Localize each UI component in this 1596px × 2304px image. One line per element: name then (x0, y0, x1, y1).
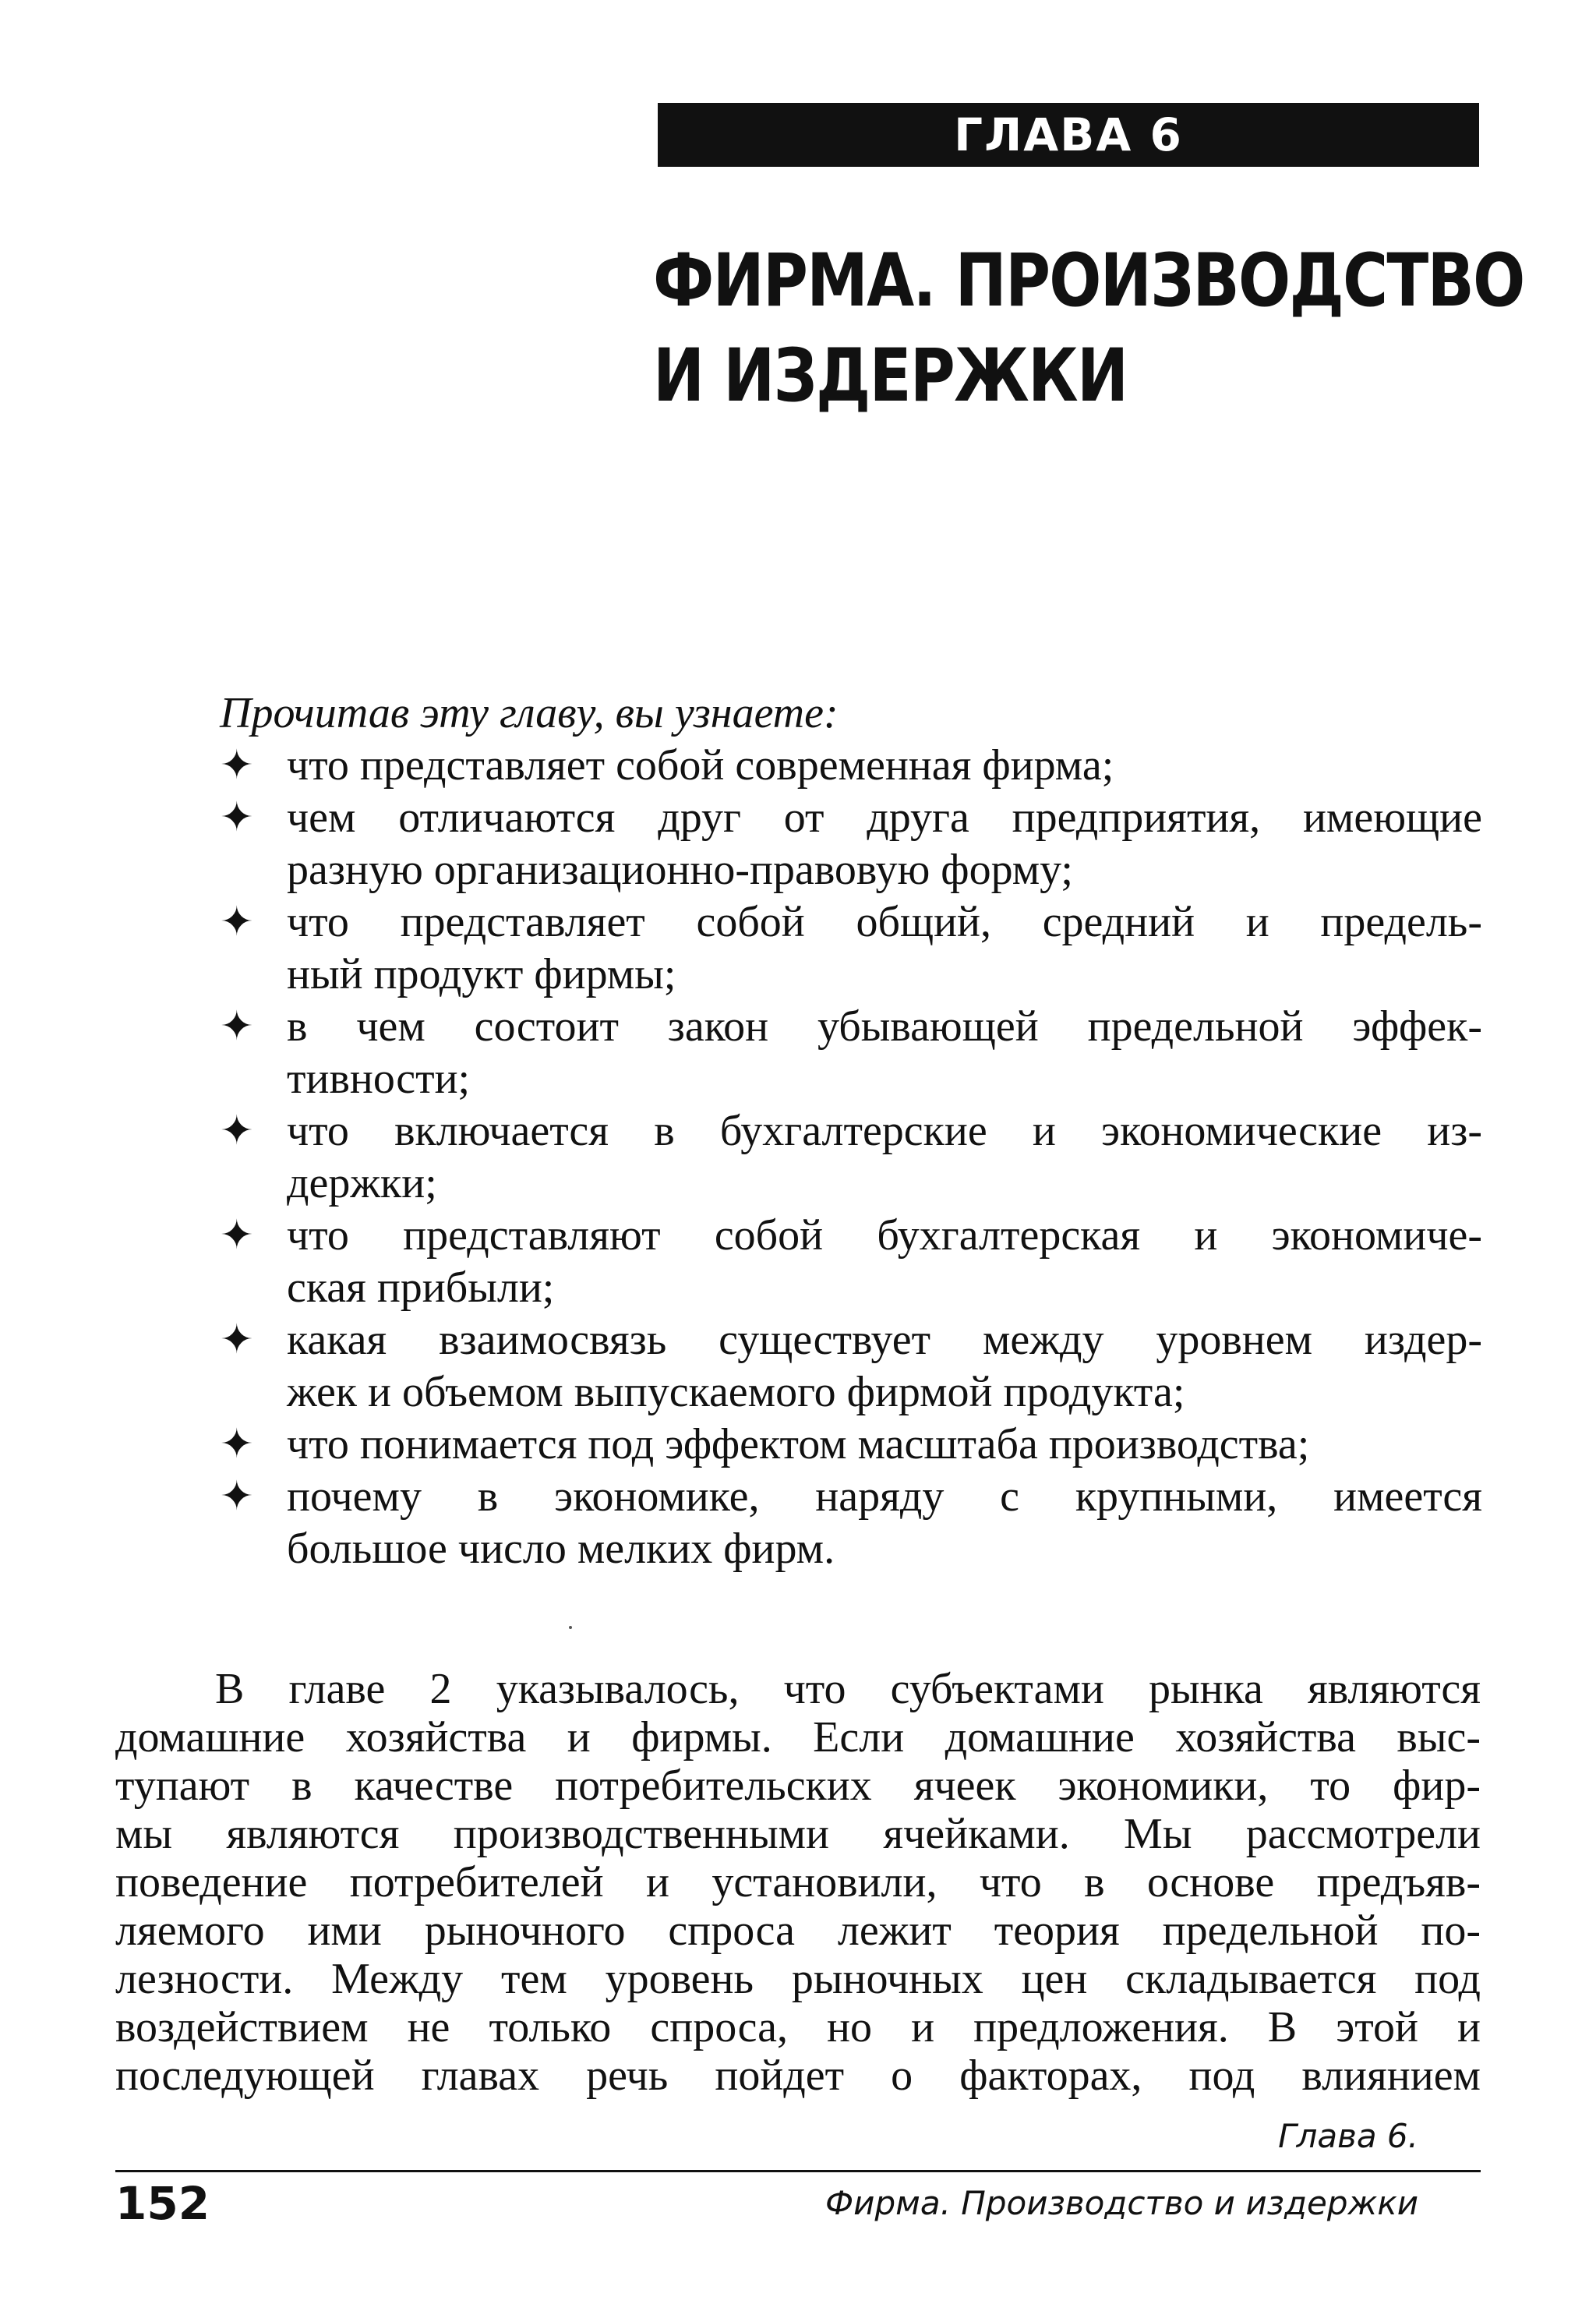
objective-text (287, 1210, 1482, 1314)
objective-text-line: держки; (287, 1159, 437, 1207)
objective-item (220, 1471, 1482, 1575)
objectives-list (220, 740, 1482, 1575)
objective-text (287, 740, 1482, 792)
chapter-title-line-2: И ИЗДЕРЖКИ (653, 334, 1128, 419)
objective-text-line: какая взаимосвязь существует между уровнем издер- (287, 1316, 1482, 1364)
body-text-line: домашние хозяйства и фирмы. Если домашние хозяйства выс- (115, 1713, 1481, 1762)
objective-text-line: что представляет собой общий, средний и предель- (287, 898, 1482, 946)
bullet-star-icon: ✦ (220, 1473, 254, 1520)
objective-text (287, 1001, 1482, 1105)
chapter-title-line-1: ФИРМА. ПРОИЗВОДСТВО (653, 239, 1524, 323)
objective-text (287, 1105, 1482, 1210)
bullet-star-icon: ✦ (220, 1003, 254, 1050)
chapter-label: ГЛАВА 6 (954, 108, 1183, 161)
body-paragraph (115, 1665, 1481, 2100)
objective-item (220, 1419, 1482, 1471)
objective-item (220, 1314, 1482, 1419)
objective-text (287, 1314, 1482, 1419)
footer-rule (115, 2170, 1481, 2172)
objective-text-line: чем отличаются друг от друга предприятия, имеющие (287, 793, 1482, 842)
page-speck (569, 1626, 572, 1629)
body-text-line: лезности. Между тем уровень рыночных цен складывается под (115, 1955, 1481, 2003)
objective-item (220, 1210, 1482, 1314)
bullet-star-icon: ✦ (220, 1212, 254, 1259)
objective-text (287, 896, 1482, 1001)
objective-text-line: ская прибыли; (287, 1263, 555, 1312)
objective-text-line: в чем состоит закон убывающей предельной эффек- (287, 1002, 1482, 1051)
objective-text-line: большое число мелких фирм. (287, 1525, 835, 1573)
objective-item (220, 1105, 1482, 1210)
objective-text-line: что представляют собой бухгалтерская и экономиче- (287, 1211, 1482, 1260)
body-text-line: последующей главах речь пойдет о факторах, под влиянием (115, 2051, 1481, 2100)
objective-text-line: что включается в бухгалтерские и экономические из- (287, 1107, 1482, 1155)
chapter-objectives (220, 687, 1482, 1575)
footer-title: Фирма. Производство и издержки (825, 2184, 1418, 2222)
bullet-star-icon: ✦ (220, 1108, 254, 1154)
running-head: Глава 6. (1278, 2117, 1418, 2155)
objective-text-line: разную организационно-правовую форму; (287, 846, 1073, 894)
body-text-line: В главе 2 указывалось, что субъектами рынка являются (215, 1665, 1481, 1713)
objective-text-line: жек и объемом выпускаемого фирмой продукта; (287, 1368, 1185, 1416)
body-text-line: тупают в качестве потребительских ячеек экономики, то фир- (115, 1762, 1481, 1810)
chapter-title (653, 234, 1524, 424)
objective-text-line: ный продукт фирмы; (287, 950, 676, 998)
chapter-label-banner (658, 103, 1479, 167)
body-text-line: воздействием не только спроса, но и предложения. В этой и (115, 2003, 1481, 2051)
bullet-star-icon: ✦ (220, 899, 254, 945)
objective-item (220, 896, 1482, 1001)
objectives-intro: Прочитав эту главу, вы узнаете: (220, 689, 839, 737)
bullet-star-icon: ✦ (220, 1421, 254, 1468)
objective-text-line: что представляет собой современная фирма; (287, 741, 1114, 790)
objective-item (220, 740, 1482, 792)
objective-text (287, 1471, 1482, 1575)
bullet-star-icon: ✦ (220, 1316, 254, 1363)
objective-text-line: почему в экономике, наряду с крупными, имеется (287, 1472, 1482, 1521)
body-text-line: мы являются производственными ячейками. Мы рассмотрели (115, 1810, 1481, 1858)
body-text-line: поведение потребителей и установили, что в основе предъяв- (115, 1858, 1481, 1906)
objective-text-line: что понимается под эффектом масштаба производства; (287, 1420, 1310, 1468)
objective-text (287, 1419, 1482, 1471)
page-number: 152 (115, 2177, 210, 2230)
objective-text-line: тивности; (287, 1055, 471, 1103)
body-text-line: ляемого ими рыночного спроса лежит теория предельной по- (115, 1906, 1481, 1955)
objective-item (220, 792, 1482, 896)
bullet-star-icon: ✦ (220, 742, 254, 789)
objective-text (287, 792, 1482, 896)
objective-item (220, 1001, 1482, 1105)
bullet-star-icon: ✦ (220, 794, 254, 841)
